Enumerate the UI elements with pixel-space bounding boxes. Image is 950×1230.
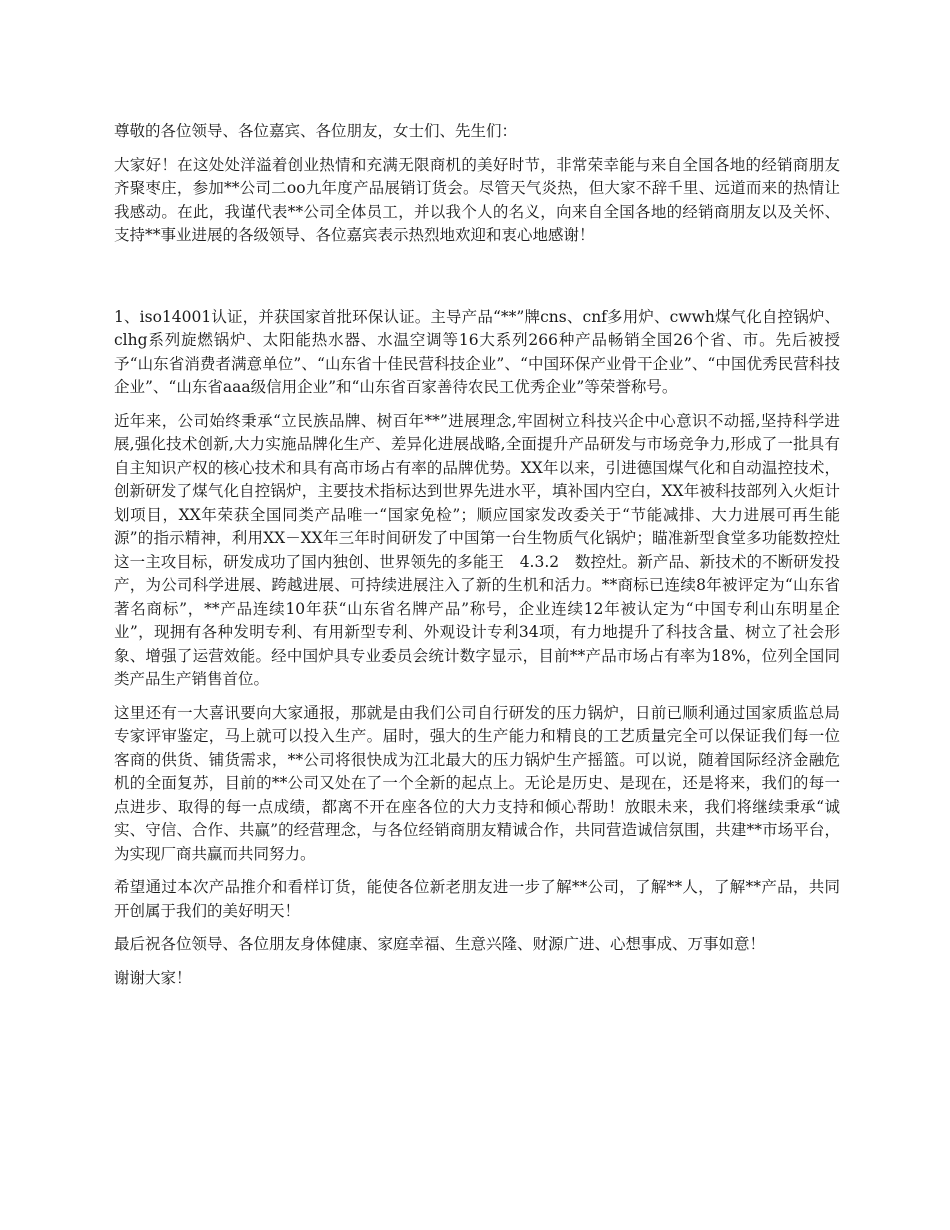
section-gap xyxy=(114,258,840,306)
wishes-paragraph: 最后祝各位领导、各位朋友身体健康、家庭幸福、生意兴隆、财源广进、心想事成、万事如意！ xyxy=(114,935,766,953)
company-intro-paragraph: 1、iso14001认证，并获国家首批环保认证。主导产品“**”牌cns、cnf多用炉、cwwh煤气化自控锅炉、clhg系列旋燃锅炉、太阳能热水器、水温空调等16大系列266种产品畅销全国26个省、市。先后被授予“山东省消费者满意单位”、“山东省十佳民营科技企业”、“中国环保产业骨干企业”、“中国优秀民营科技企业”、“山东省aaa级信用企业”和“山东省百家善待农民工优秀企业”等荣誉称号。 xyxy=(114,307,840,396)
greeting-paragraph: 尊敬的各位领导、各位嘉宾、各位朋友，女士们、先生们： xyxy=(114,122,518,140)
announcement-paragraph: 这里还有一大喜讯要向大家通报，那就是由我们公司自行研发的压力锅炉，日前已顺利通过国家质监总局专家评审鉴定，马上就可以投入生产。届时，强大的生产能力和精良的工艺质量完全可以保证我们每一位客商的供货、铺货需求，**公司将很快成为江北最大的压力锅炉生产摇篮。可以说，随着国际经济金融危机的全面复苏，目前的**公司又处在了一个全新的起点上。无论是历史、是现在，还是将来，我们的每一点进步、取得的每一点成绩，都离不开在座各位的大力支持和倾心帮助！放眼未来，我们将继续秉承“诚实、守信、合作、共赢”的经营理念，与各位经销商朋友精诚合作，共同营造诚信氛围，共建**市场平台，为实现厂商共赢而共同努力。 xyxy=(114,703,840,863)
development-paragraph: 近年来，公司始终秉承“立民族品牌、树百年**”进展理念,牢固树立科技兴企中心意识不动摇,坚持科学进展,强化技术创新,大力实施品牌化生产、差异化进展战略,全面提升产品研发与市场竞争力,形成了一批具有自主知识产权的核心技术和具有高市场占有率的品牌优势。XX年以来，引进德国煤气化和自动温控技术，创新研发了煤气化自控锅炉，主要技术指标达到世界先进水平，填补国内空白，XX年被科技部列入火炬计划项目，XX年荣获全国同类产品唯一“国家免检”；顺应国家发改委关于“节能减排、大力进展可再生能源”的指示精神，利用XX－XX年三年时间研发了中国第一台生物质气化锅炉；瞄准新型食堂多功能数控灶这一主攻目标，研发成功了国内独创、世界领先的多能王 4.3.2 数控灶。新产品、新技术的不断研发投产，为公司科学进展、跨越进展、可持续进展注入了新的生机和活力。**商标已连续8年被评定为“山东省著名商标”，**产品连续10年获“山东省名牌产品”称号，企业连续12年被认定为“中国专利山东明星企业”，现拥有各种发明专利、有用新型专利、外观设计专利34项，有力地提升了科技含量、树立了社会形象、增强了运营效能。经中国炉具专业委员会统计数字显示，目前**产品市场占有率为18%，位列全国同类产品生产销售首位。 xyxy=(114,411,840,688)
thanks-paragraph: 谢谢大家！ xyxy=(114,968,192,987)
document-body xyxy=(114,120,840,1000)
hope-paragraph: 希望通过本次产品推介和看样订货，能使各位新老朋友进一步了解**公司，了解**人，了解**产品，共同开创属于我们的美好明天！ xyxy=(114,878,840,920)
welcome-paragraph: 大家好！在这处处洋溢着创业热情和充满无限商机的美好时节，非常荣幸能与来自全国各地的经销商朋友齐聚枣庄，参加**公司二oo九年度产品展销订货会。尽管天气炎热，但大家不辞千里、远道而来的热情让 我感动。在此，我谨代表**公司全体员工，并以我个人的名义，向来自全国各地的经销商朋友以及关怀、支持**事业进展的各级领导、各位嘉宾表示热烈地欢迎和衷心地感谢！ xyxy=(114,155,840,244)
